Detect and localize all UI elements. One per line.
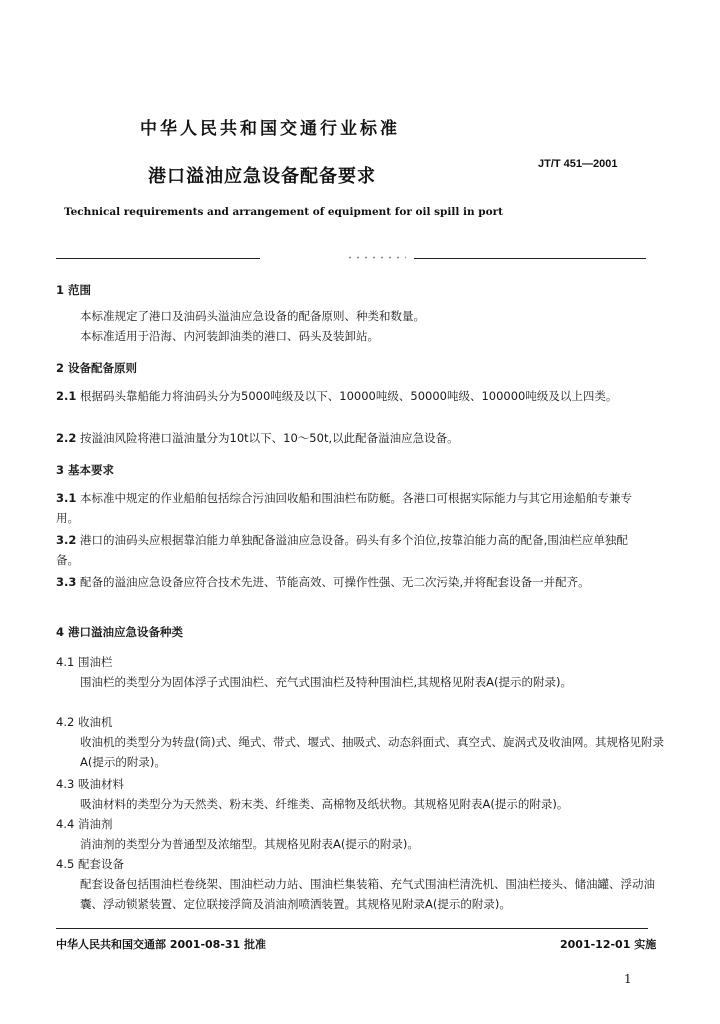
page-number: 1 — [624, 972, 632, 986]
header-rule-right — [414, 258, 646, 259]
english-title: Technical requirements and arrangement of equipment for oil spill in port — [64, 206, 504, 218]
section-3-clause-3 — [56, 572, 648, 592]
subsection-4-5-heading: 4.5 配套设备 — [56, 857, 124, 871]
subsection-4-3-text: 吸油材料的类型分为天然类、粉末类、纤维类、高棉物及纸状物。其规格见附表A(提示的附录)。 — [80, 797, 569, 811]
clause-text: 港口的油码头应根据靠泊能力单独配备溢油应急设备。码头有多个泊位,按靠泊能力高的配备,围油栏应单独配备。 — [56, 533, 628, 567]
clause-text: 按溢油风险将港口溢油量分为10t以下、10～50t,以此配备溢油应急设备。 — [80, 431, 459, 445]
header-rule-dots — [346, 256, 406, 259]
effective-date: 2001-12-01 实施 — [560, 938, 657, 951]
clause-number: 3.2 — [56, 533, 77, 547]
clause-text: 本标准中规定的作业船舶包括综合污油回收船和围油栏布防艇。各港口可根据实际能力与其它用途船舶专兼专用。 — [56, 491, 633, 525]
footer-rule — [56, 928, 648, 929]
document-title: 港口溢油应急设备配备要求 — [148, 166, 376, 187]
standard-name: 中华人民共和国交通行业标准 — [140, 119, 400, 139]
subsection-4-3-heading: 4.3 吸油材料 — [56, 777, 124, 791]
section-3-heading: 3 基本要求 — [56, 463, 115, 477]
subsection-4-2-heading: 4.2 收油机 — [56, 715, 113, 729]
clause-number: 2.2 — [56, 431, 77, 445]
section-3-clause-1 — [56, 488, 648, 528]
clause-text: 根据码头靠船能力将油码头分为5000吨级及以下、10000吨级、50000吨级、100000吨级及以上四类。 — [80, 389, 618, 403]
section-4-heading: 4 港口溢油应急设备种类 — [56, 625, 184, 639]
clause-text: 配备的溢油应急设备应符合技术先进、节能高效、可操作性强、无二次污染,并将配套设备一并配齐。 — [80, 575, 590, 589]
subsection-4-1-text: 围油栏的类型分为固体浮子式围油栏、充气式围油栏及特种围油栏,其规格见附表A(提示的附录)。 — [80, 675, 572, 689]
subsection-4-2-text: 收油机的类型分为转盘(筒)式、绳式、带式、堰式、抽吸式、动态斜面式、真空式、旋涡式及收油网。其规格见附录A(提示的附录)。 — [80, 735, 664, 769]
section-2-clause-2 — [56, 428, 648, 448]
issuer-approval: 中华人民共和国交通部 2001-08-31 批准 — [56, 938, 267, 951]
clause-number: 3.3 — [56, 575, 77, 589]
clause-number: 2.1 — [56, 389, 77, 403]
subsection-4-1-heading: 4.1 围油栏 — [56, 655, 113, 669]
section-2-heading: 2 设备配备原则 — [56, 361, 138, 375]
clause-number: 3.1 — [56, 491, 77, 505]
standard-code: JT/T 451—2001 — [538, 158, 618, 170]
section-3-clause-2 — [56, 530, 648, 570]
section-2-clause-1 — [56, 386, 648, 406]
section-1-paragraph-2: 本标准适用于沿海、内河装卸油类的港口、码头及装卸站。 — [80, 329, 379, 343]
section-1-paragraph-1: 本标准规定了港口及油码头溢油应急设备的配备原则、种类和数量。 — [80, 309, 425, 323]
subsection-4-5-text: 配套设备包括围油栏卷绕架、围油栏动力站、围油栏集装箱、充气式围油栏清洗机、围油栏接头、储油罐、浮动油囊、浮动锁紧装置、定位联接浮筒及消油剂喷洒装置。其规格见附录A(提示的附录)。 — [80, 877, 655, 911]
section-1-heading: 1 范围 — [56, 283, 92, 297]
subsection-4-4-text: 消油剂的类型分为普通型及浓缩型。其规格见附表A(提示的附录)。 — [80, 837, 419, 851]
subsection-4-4-heading: 4.4 消油剂 — [56, 817, 113, 831]
header-rule-left — [56, 258, 260, 259]
